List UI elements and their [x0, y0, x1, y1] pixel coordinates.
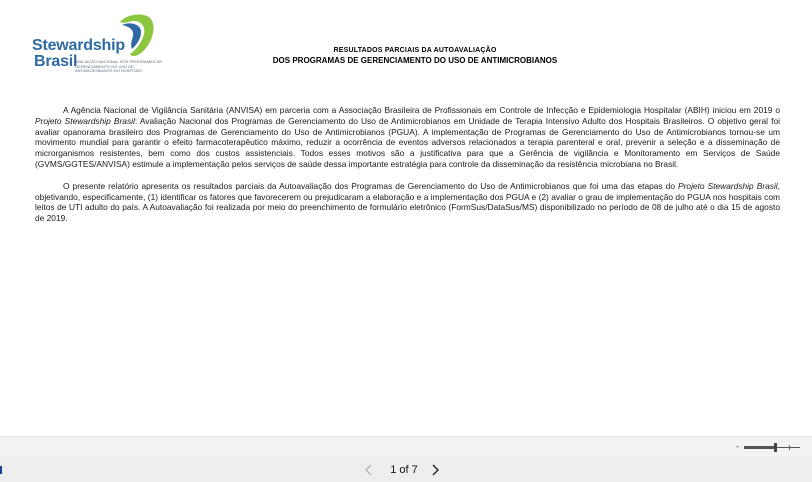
logo-name-line1: Stewardship — [32, 37, 125, 54]
project-name-emphasis: Projeto Stewardship Brasil — [678, 180, 778, 191]
scroll-position-marker — [0, 466, 2, 474]
stewardship-brasil-logo — [32, 12, 182, 84]
paragraph-intro-part1: A Agência Nacional de Vigilância Sanitária (ANVISA) em parceria com a Associação Brasileira de Profissionais em Controle de Infecção e Epidemiologia Hospitalar (ABIH) iniciou em 2019 o — [63, 105, 780, 115]
zoom-slider-thumb[interactable] — [774, 443, 777, 452]
paragraph-scope-part2: , objetivando, especificamente, (1) identificar os fatores que favorecerem ou prejudicaram a elaboração e a implementação dos PGUA e (2) avaliar o grau de implementação do PGUA nos hospitais com leitos de UTI adulto do país. A Autoavaliação foi realizada por meio do preenchimento de formulário eletrônico (FormSus/DataSus/MS) disponibilizado no período de 08 de julho até o dia 15 de agosto de 2019. — [35, 180, 780, 224]
zoom-slider-fill — [744, 446, 775, 449]
logo-tagline: AVALIAÇÃO NACIONAL DOS PROGRAMAS DE GERENCIAMENTO DO USO DE ANTIMICROBIANOS EM HOSPITAIS — [75, 59, 163, 73]
report-title — [230, 46, 600, 66]
page-navigation-bar — [0, 457, 812, 482]
chevron-left-icon[interactable] — [362, 463, 376, 477]
logo-name-line2: Brasil — [34, 53, 78, 70]
report-title-line2: DOS PROGRAMAS DE GERENCIAMENTO DO USO DE ANTIMICROBIANOS — [272, 56, 558, 65]
pager — [360, 460, 450, 480]
report-title-line1: RESULTADOS PARCIAIS DA AUTOAVALIAÇÃO — [333, 47, 497, 54]
report-body — [35, 105, 780, 235]
zoom-out-button[interactable]: - — [736, 442, 740, 452]
zoom-control — [736, 441, 808, 453]
paragraph-intro-part2: : Avaliação Nacional dos Programas de Gerenciamento do Uso de Antimicrobianos em Unidade de Terapia Intensivo Adulto dos Hospitais Brasileiros. O objetivo geral foi avaliar opanorama brasileiro dos Programas de Gerenciamento do Uso de Antimicrobianos (PGUA). A implementação de Programas de Gerenciamento do Uso de Antimicrobianos tornou-se um movimento mundial para garantir o efeito farmacoterapêutico máximo, reduzir a ocorrência de eventos adversos relacionados a terapia parenteral e oral, prevenir a seleção e a disseminação de microrganismos resistentes, bem como dos custos assistenciais. Todos esses motivos são a justificativa para que a Gerência de vigilância e Monitoramento em Serviços de Saúde (GVMS/GGTES/ANVISA) estimule a implementação pelos serviços de saúde dessa importante estratégia para controle da disseminação da resistência microbiana no Brasil. — [35, 115, 781, 169]
viewer-toolbar — [0, 436, 812, 457]
zoom-slider-track[interactable] — [744, 447, 800, 448]
page-indicator: 1 of 7 — [390, 464, 418, 476]
zoom-slider-tick — [789, 445, 790, 450]
paragraph-scope — [35, 181, 780, 224]
chevron-right-icon[interactable] — [428, 463, 442, 477]
paragraph-scope-part1: O presente relatório apresenta os resultados parciais da Autoavaliação dos Programas de Gerenciamento do Uso de Antimicrobianos que foi uma das etapas do — [63, 180, 679, 191]
paragraph-intro — [35, 105, 780, 170]
project-name-emphasis: Projeto Stewardship Brasil — [35, 115, 135, 126]
